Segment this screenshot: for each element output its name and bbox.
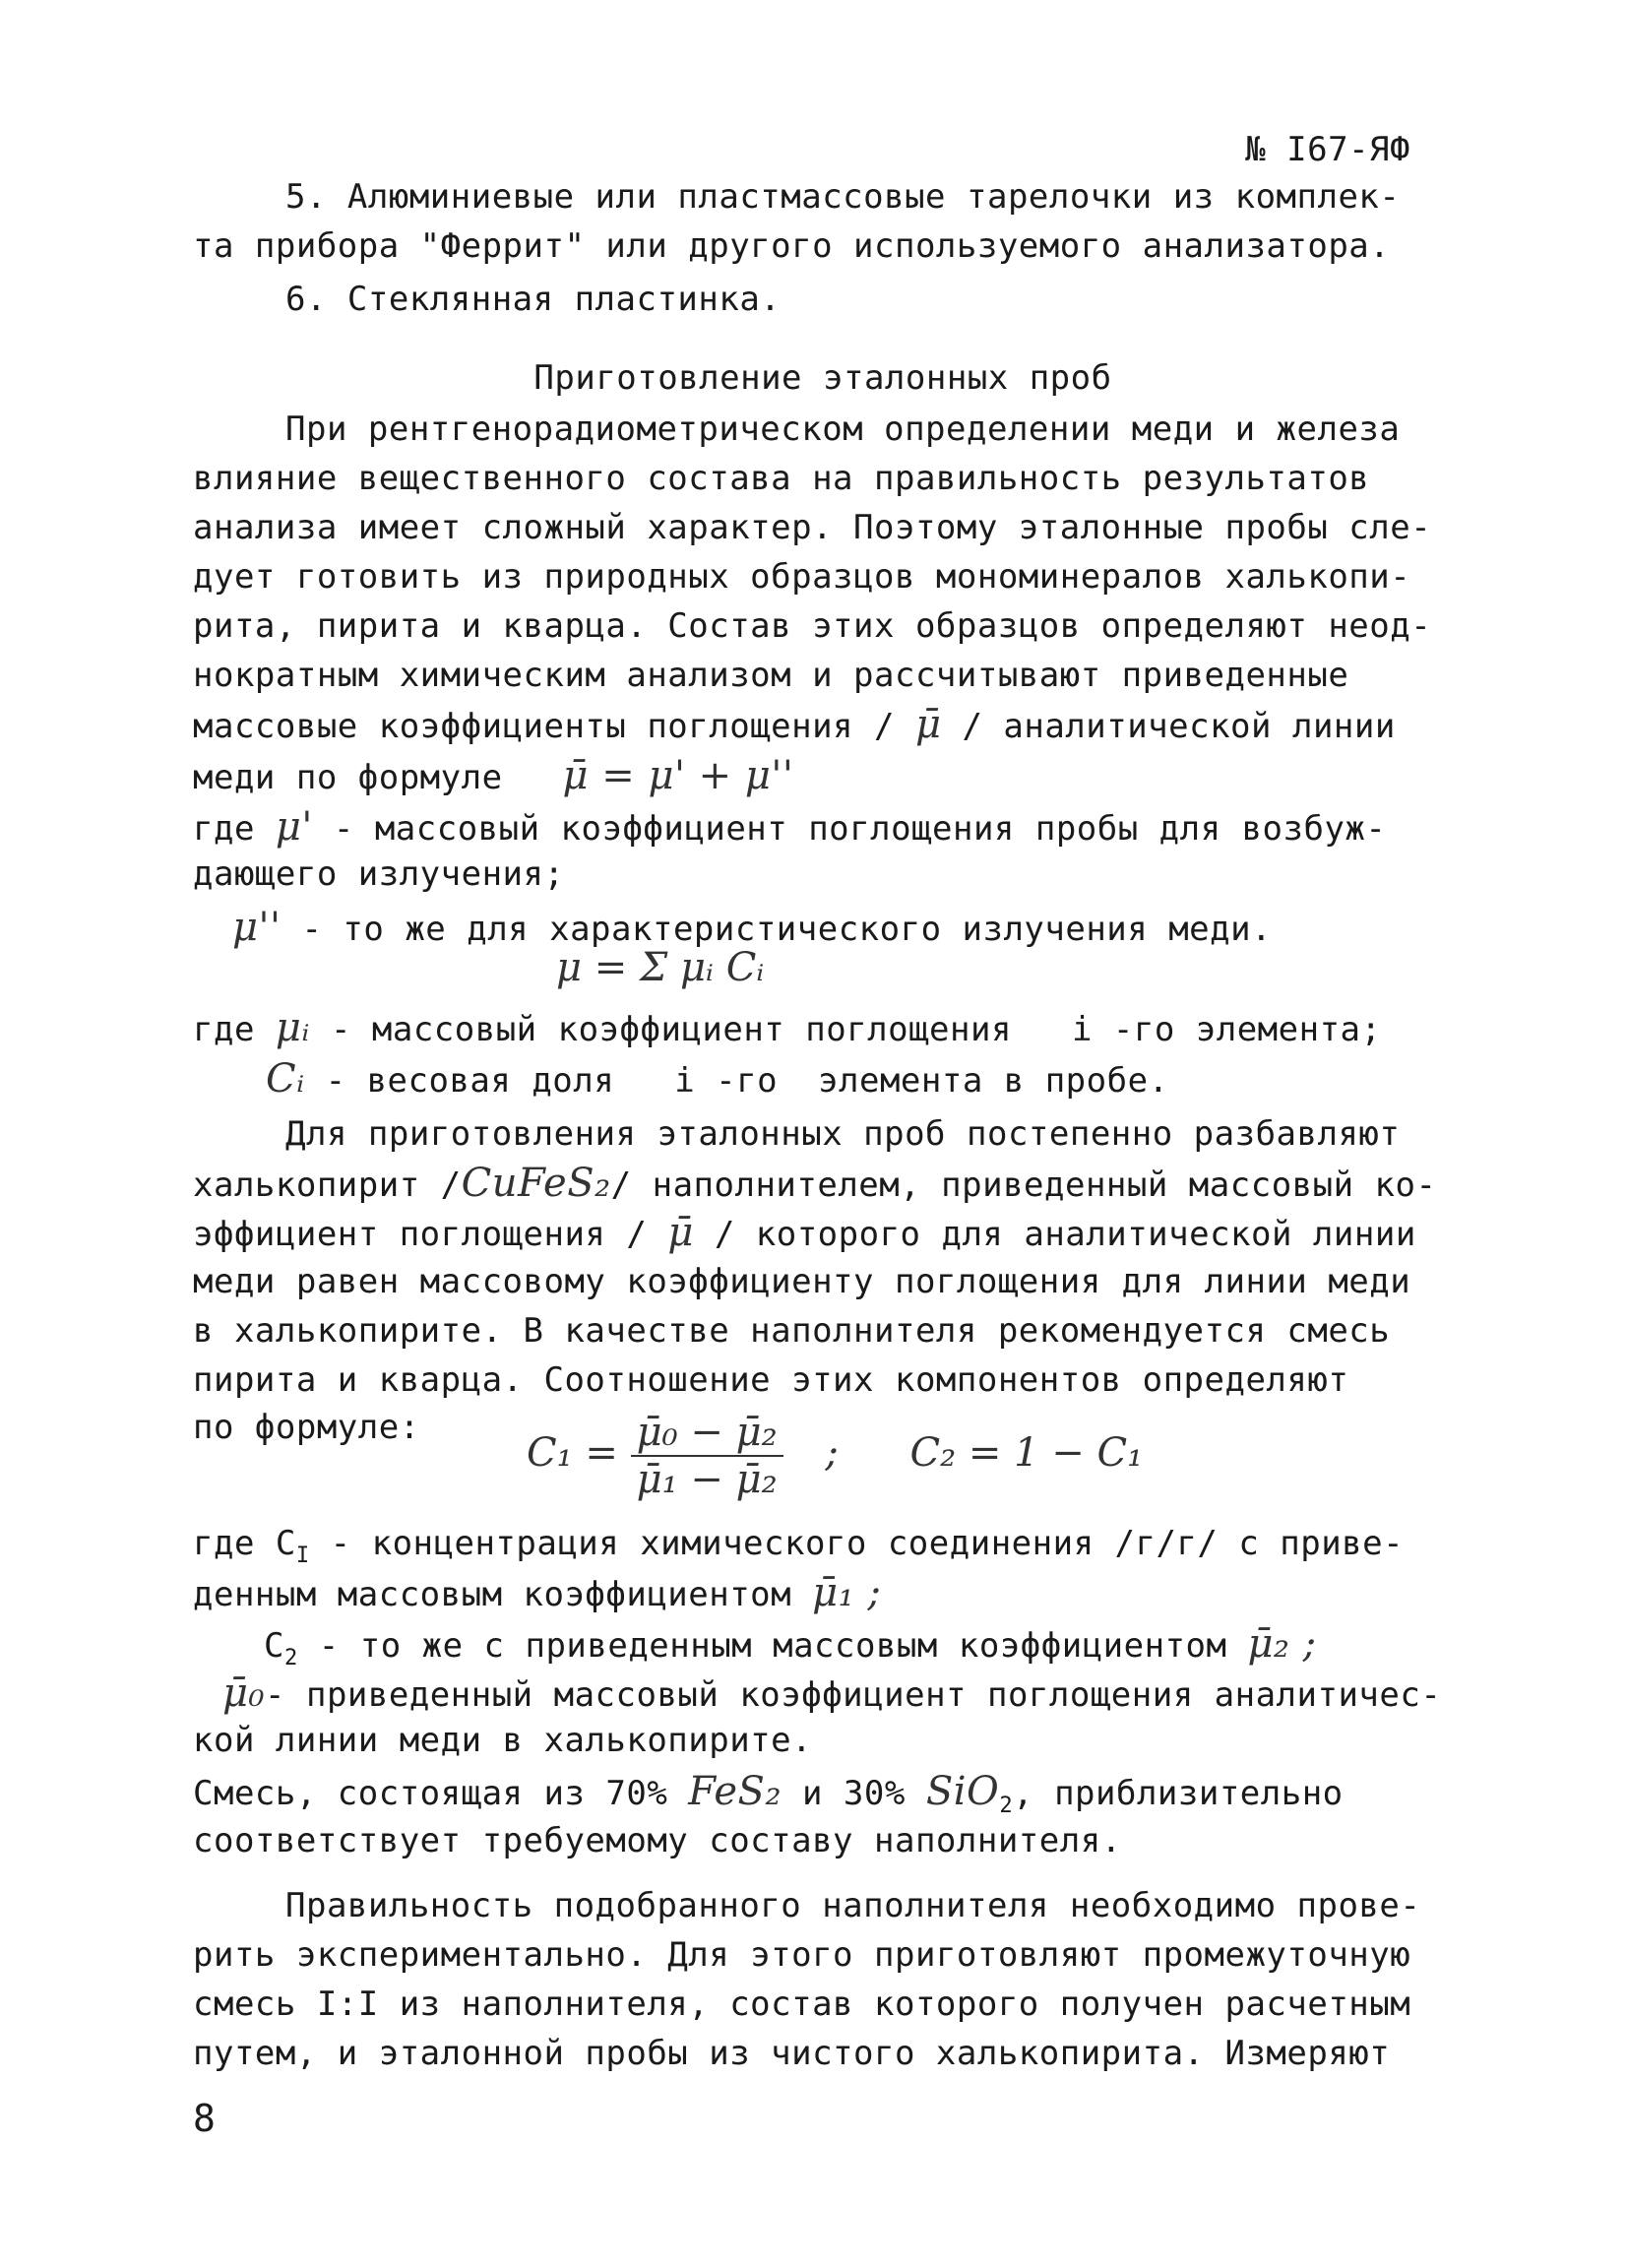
where-line — [193, 803, 1453, 852]
page-number: 8 — [193, 2097, 216, 2140]
where-text: - весовая доля — [325, 1061, 615, 1101]
formula-denominator: μ̄₁ − μ̄₂ — [636, 1457, 778, 1502]
para1-text: меди по формуле — [193, 758, 503, 797]
where-label: где — [193, 809, 255, 849]
para1-line: анализа имеет сложный характер. Поэтому эталонные пробы сле- — [193, 508, 1432, 547]
para3-line: кой линии меди в халькопирите. — [193, 1721, 813, 1760]
para3-text: - концентрация химического соединения /г/г/ с приве- — [330, 1524, 1405, 1563]
para4-line: Правильность подобранного наполнителя необходимо прове- — [285, 1886, 1421, 1925]
para1-text: массовые коэффициенты поглощения / — [193, 707, 895, 746]
where-text: - то же для характеристического излучения меди. — [301, 910, 1273, 949]
mu-double-prime-symbol: μ'' — [232, 905, 282, 950]
para1-line: рита, пирита и кварца. Состав этих образцов определяют неод- — [193, 606, 1432, 646]
where-line: дающего излучения; — [193, 854, 565, 894]
para3-text: - то же с приведенным массовым коэффициентом — [318, 1626, 1227, 1666]
para2-line: по формуле: — [193, 1408, 420, 1447]
para2-text: халькопирит / — [193, 1166, 462, 1205]
mu-0-symbol: μ̄₀ — [222, 1670, 266, 1716]
para3-text: где C — [193, 1524, 296, 1563]
c-i-symbol: Cᵢ — [266, 1056, 305, 1102]
para1-line: нократным химическим анализом и рассчитывают приведенные — [193, 656, 1349, 695]
where-text: i -го — [674, 1061, 779, 1101]
para1-line: влияние вещественного состава на правильность результатов — [193, 459, 1370, 498]
doc-number: № I67-ЯФ — [1245, 130, 1410, 169]
para3-text: C — [264, 1626, 284, 1666]
where-text: - массовый коэффициент поглощения — [330, 1010, 1012, 1049]
where-line — [266, 1055, 1526, 1104]
list-item-6: 6. Стеклянная пластинка. — [285, 280, 782, 319]
para2-text: / наполнителем, приведенный массовый ко- — [610, 1166, 1437, 1205]
para2-line: пирита и кварца. Соотношение этих компонентов определяют — [193, 1360, 1349, 1400]
para2-line: в халькопирите. В качестве наполнителя рекомендуется смесь — [193, 1311, 1391, 1351]
formula-separator: ; — [825, 1430, 839, 1476]
para3-line — [193, 1569, 1453, 1618]
formula-concentration — [527, 1410, 1143, 1502]
para2-text: эффициент поглощения / — [193, 1215, 648, 1254]
para3-text: - приведенный массовый коэффициент поглощения аналитичес- — [265, 1675, 1442, 1715]
list-item-5-line2: та прибора "Феррит" или другого используемого анализатора. — [193, 226, 1391, 266]
para2-text: / которого для аналитической линии — [714, 1215, 1416, 1254]
para2-line: меди равен массовому коэффициенту поглощения для линии меди — [193, 1262, 1411, 1301]
para3-line — [222, 1670, 1482, 1719]
para2-line: Для приготовления эталонных проб постепенно разбавляют — [285, 1114, 1401, 1154]
para2-line — [193, 1160, 1453, 1209]
para1-line: дует готовить из природных образцов мономинералов халькопи- — [193, 557, 1411, 597]
para1-line — [193, 701, 1453, 750]
mu-bar-symbol: μ̄ — [914, 702, 942, 747]
where-label: где — [193, 1010, 255, 1049]
where-text: - массовый коэффициент поглощения пробы для возбуж- — [333, 809, 1387, 849]
where-line — [232, 904, 1492, 953]
para4-line: смесь I:I из наполнителя, состав которого получен расчетным — [193, 1984, 1411, 2024]
mu-bar-symbol: μ̄ — [667, 1210, 694, 1255]
para4-line: рить экспериментально. Для этого приготовляют промежуточную — [193, 1935, 1411, 1975]
formula-c1-label: C₁ = — [527, 1430, 618, 1476]
where-text: i -го элемента; — [1071, 1010, 1382, 1049]
list-item-5-line1: 5. Алюминиевые или пластмассовые тарелочки из комплек- — [285, 177, 1401, 217]
subscript: 2 — [999, 1792, 1014, 1818]
mu-prime-symbol: μ' — [275, 804, 313, 850]
mu-2-symbol: μ̄₂ ; — [1247, 1621, 1317, 1667]
chem-cufes2: CuFeS₂ — [461, 1161, 611, 1206]
para1-line: При рентгенорадиометрическом определении меди и железа — [285, 410, 1401, 449]
formula-mu-sum-elements: μ = Σ μᵢ Cᵢ — [556, 945, 765, 990]
para4-line: путем, и эталонной пробы из чистого халькопирита. Измеряют — [193, 2034, 1391, 2073]
para1-text: / аналитической линии — [962, 707, 1396, 746]
section-title: Приготовление эталонных проб — [533, 358, 1112, 398]
where-line — [193, 1004, 1453, 1053]
para3-text: денным массовым коэффициентом — [193, 1575, 792, 1614]
subscript: I — [295, 1542, 310, 1568]
para1-line — [193, 752, 1453, 801]
formula-mu-sum: μ̄ = μ' + μ'' — [562, 753, 794, 798]
formula-fraction — [631, 1410, 783, 1502]
para2-line — [193, 1209, 1453, 1258]
chem-sio2: SiO — [925, 1769, 1000, 1814]
para3-text: и 30% — [801, 1774, 906, 1813]
formula-c2: C₂ = 1 − C₁ — [909, 1430, 1144, 1476]
chem-fes2: FeS₂ — [688, 1769, 782, 1814]
para3-line: соответствует требуемому составу наполнителя. — [193, 1821, 1122, 1860]
para3-text: , приблизительно — [1013, 1774, 1344, 1813]
where-text: элемента в пробе. — [818, 1061, 1169, 1101]
subscript: 2 — [283, 1644, 298, 1670]
formula-numerator: μ̄₀ − μ̄₂ — [631, 1410, 783, 1457]
mu-1-symbol: μ̄₁ ; — [812, 1570, 882, 1615]
mu-i-symbol: μᵢ — [275, 1005, 310, 1050]
para3-text: Смесь, состоящая из 70% — [193, 1774, 668, 1813]
